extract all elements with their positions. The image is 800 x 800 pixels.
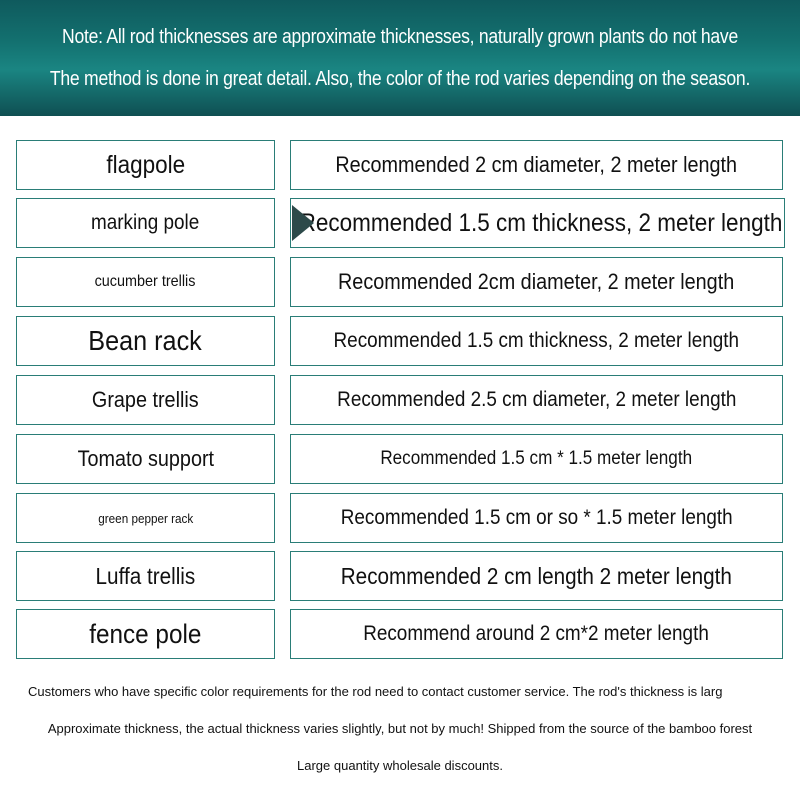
footer-note-line-1: Customers who have specific color requirements for the rod need to contact customer service. The rod's thickness is larg: [28, 684, 723, 699]
table-row: [0, 609, 800, 659]
row-spec-value: Recommended 2cm diameter, 2 meter length: [290, 257, 783, 307]
row-spec-value: Recommended 2.5 cm diameter, 2 meter length: [290, 375, 783, 425]
table-row: [0, 551, 800, 601]
table-row: [0, 493, 800, 543]
row-use-label: green pepper rack: [16, 493, 275, 543]
row-use-label: Tomato support: [16, 434, 275, 484]
table-row: [0, 316, 800, 366]
row-spec-value: Recommended 1.5 cm * 1.5 meter length: [290, 434, 783, 484]
footer-note-line-3: Large quantity wholesale discounts.: [297, 758, 503, 773]
banner-note-line-2: The method is done in great detail. Also, the color of the rod varies depending on the season.: [49, 68, 751, 90]
row-spec-value: Recommend around 2 cm*2 meter length: [290, 609, 783, 659]
row-spec-value: Recommended 1.5 cm or so * 1.5 meter length: [290, 493, 783, 543]
table-row: [0, 140, 800, 190]
row-use-label: flagpole: [16, 140, 275, 190]
header-banner: [0, 0, 800, 116]
row-spec-value: Recommended 2 cm length 2 meter length: [290, 551, 783, 601]
row-spec-value: Recommended 1.5 cm thickness, 2 meter length: [290, 198, 785, 248]
row-spec-value: Recommended 2 cm diameter, 2 meter length: [290, 140, 783, 190]
row-use-label: cucumber trellis: [16, 257, 275, 307]
table-row: [0, 375, 800, 425]
footer-note-line-2: Approximate thickness, the actual thickness varies slightly, but not by much! Shipped from the source of the bamboo forest: [47, 721, 753, 736]
row-use-label: fence pole: [16, 609, 275, 659]
table-row: [0, 434, 800, 484]
banner-note-line-1: Note: All rod thicknesses are approximate thicknesses, naturally grown plants do not have: [61, 26, 739, 48]
table-row: [0, 257, 800, 307]
row-use-label: Grape trellis: [16, 375, 275, 425]
row-use-label: Bean rack: [16, 316, 275, 366]
row-use-label: Luffa trellis: [16, 551, 275, 601]
row-spec-value: Recommended 1.5 cm thickness, 2 meter length: [290, 316, 783, 366]
arrow-pointer-icon: [292, 205, 314, 241]
table-row: [0, 198, 800, 248]
row-use-label: marking pole: [16, 198, 275, 248]
